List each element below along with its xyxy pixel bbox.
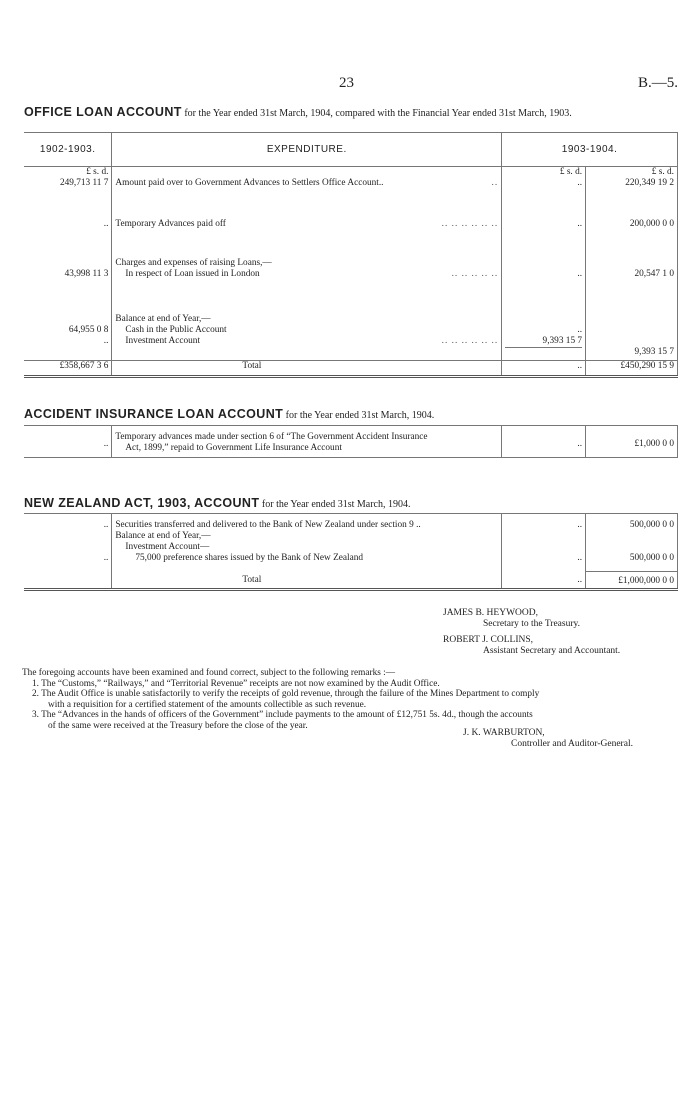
signature-collins: [443, 635, 620, 657]
row-subtext: Cash in the Public Account: [125, 324, 227, 335]
total-sub: ..: [502, 361, 586, 377]
row-subtext: [115, 269, 498, 280]
accident-subtitle: for the Year ended 31st March, 1904.: [285, 410, 435, 421]
leader-dots: .. .. .. .. ..: [451, 268, 499, 279]
prev-amount: ..: [103, 335, 109, 346]
signatory-name: ROBERT J. COLLINS,: [443, 635, 534, 645]
curr-amount: £1,000 0 0: [586, 426, 678, 458]
nz-act-title: NEW ZEALAND ACT, 1903, ACCOUNT: [24, 496, 260, 510]
row-text: Temporary advances made under section 6 of “The Government Accident Insurance: [115, 432, 428, 442]
accident-title: ACCIDENT INSURANCE LOAN ACCOUNT: [24, 407, 284, 421]
row-text: Investment Account—: [125, 542, 210, 552]
office-loan-table: [24, 132, 678, 378]
row-subtext: [115, 336, 498, 347]
page-number: 23: [339, 75, 354, 91]
curr-amount: 500,000 0 0: [586, 514, 678, 532]
row-sub-amount: [502, 167, 586, 207]
row-description: [112, 426, 502, 458]
sub-amount: 9,393 15 7: [505, 336, 582, 348]
row-text: Temporary Advances paid off: [115, 218, 226, 229]
row-text: Balance at end of Year,—: [115, 313, 211, 324]
prev-amount: ..: [103, 553, 109, 563]
header-expenditure: EXPENDITURE.: [112, 133, 502, 167]
sub-amount: ..: [502, 514, 586, 532]
row-description: [112, 531, 502, 571]
remark-item: 1. The “Customs,” “Railways,” and “Territorial Revenue” receipts are not now examined by the Audit Office.: [32, 678, 440, 689]
signature-heywood: [443, 608, 580, 630]
sub-amount: ..: [502, 245, 586, 301]
total-prev: £358,667 3 6: [24, 361, 112, 377]
office-loan-heading: [24, 105, 572, 119]
sub-amount: ..: [502, 207, 586, 245]
total-label: Total: [242, 361, 262, 371]
prev-amount: 43,998 11 3: [64, 268, 109, 279]
curr-amount: 9,393 15 7: [586, 301, 678, 361]
nz-act-table: [24, 513, 678, 591]
sub-amount: ..: [577, 324, 583, 335]
row-description: [112, 167, 502, 207]
total-prev: [24, 571, 112, 589]
row-curr-amount: [586, 167, 678, 207]
row-text: In respect of Loan issued in London: [125, 268, 260, 279]
nz-act-subtitle: for the Year ended 31st March, 1904.: [261, 499, 411, 510]
office-loan-subtitle: for the Year ended 31st March, 1904, compared with the Financial Year ended 31st March, 1903.: [184, 108, 572, 119]
leader-dots: .. .. .. .. .. ..: [441, 335, 499, 346]
sub-amount: ..: [502, 531, 586, 571]
remark-item-continued: with a requisition for a certified statement of the amounts collectible as such revenue.: [48, 699, 367, 710]
row-description: [112, 301, 502, 361]
signature-warburton: [463, 728, 633, 750]
header-prev-year: 1902-1903.: [24, 133, 112, 167]
sub-amount: ..: [577, 178, 583, 188]
signatory-name: JAMES B. HEYWOOD,: [443, 608, 538, 618]
document-reference: B.—5.: [637, 75, 678, 91]
remark-item: 3. The “Advances in the hands of officers of the Government” include payments to the amount of £12,751 5s. 4d., though the accounts: [32, 710, 533, 720]
total-curr: £1,000,000 0 0: [586, 571, 678, 589]
total-curr: £450,290 15 9: [586, 361, 678, 377]
money-header: £ s. d.: [651, 167, 674, 177]
row-text: Balance at end of Year,—: [115, 531, 211, 541]
remark-item: 2. The Audit Office is unable satisfactorily to verify the receipts of gold revenue, through the failure of the Mines Department to comply: [32, 689, 540, 699]
curr-amount: 20,547 1 0: [586, 245, 678, 301]
row-sub-amount: [502, 301, 586, 361]
row-prev-amount: [24, 301, 112, 361]
total-label: Total: [112, 571, 502, 589]
row-text: Act, 1899,” repaid to Government Life Insurance Account: [125, 443, 342, 453]
prev-amount: 249,713 11 7: [59, 178, 109, 188]
signatory-title: Assistant Secretary and Accountant.: [483, 646, 621, 656]
header-curr-year: 1903-1904.: [502, 133, 678, 167]
office-loan-title: OFFICE LOAN ACCOUNT: [24, 105, 182, 119]
prev-amount: ..: [24, 426, 112, 458]
curr-amount: 220,349 19 2: [625, 178, 674, 188]
accident-heading: [24, 407, 434, 421]
signatory-title: Secretary to the Treasury.: [483, 619, 580, 629]
money-header: £ s. d.: [86, 167, 109, 177]
row-description: [112, 245, 502, 301]
remarks-intro: The foregoing accounts have been examined and found correct, subject to the following remarks :—: [22, 668, 396, 678]
prev-amount: ..: [103, 520, 109, 530]
audit-remarks: [22, 668, 682, 731]
row-text: Securities transferred and delivered to the Bank of New Zealand under section 9 ..: [112, 514, 502, 532]
money-header: £ s. d.: [559, 167, 583, 177]
row-prev-amount: [24, 167, 112, 207]
accident-table: [24, 425, 678, 458]
prev-amount: ..: [103, 218, 109, 229]
remark-item-continued: of the same were received at the Treasury before the close of the year.: [48, 720, 308, 731]
row-text: Investment Account: [125, 335, 201, 346]
total-sub: ..: [502, 571, 586, 589]
sub-amount: ..: [502, 426, 586, 458]
signatory-name: J. K. WARBURTON,: [463, 728, 545, 738]
total-row-label: [112, 361, 502, 377]
signatory-title: Controller and Auditor-General.: [511, 739, 633, 749]
nz-act-heading: [24, 496, 411, 510]
row-text: Charges and expenses of raising Loans,—: [115, 257, 272, 268]
prev-amount: 64,955 0 8: [68, 324, 109, 335]
curr-amount: 500,000 0 0: [586, 531, 678, 571]
leader-dots: ..: [491, 178, 499, 188]
leader-dots: .. .. .. .. .. ..: [441, 218, 499, 229]
row-text: 75,000 preference shares issued by the Bank of New Zealand: [135, 553, 364, 563]
row-text: Amount paid over to Government Advances to Settlers Office Account..: [115, 178, 384, 188]
row-description: [112, 207, 502, 245]
curr-amount: 200,000 0 0: [586, 207, 678, 245]
